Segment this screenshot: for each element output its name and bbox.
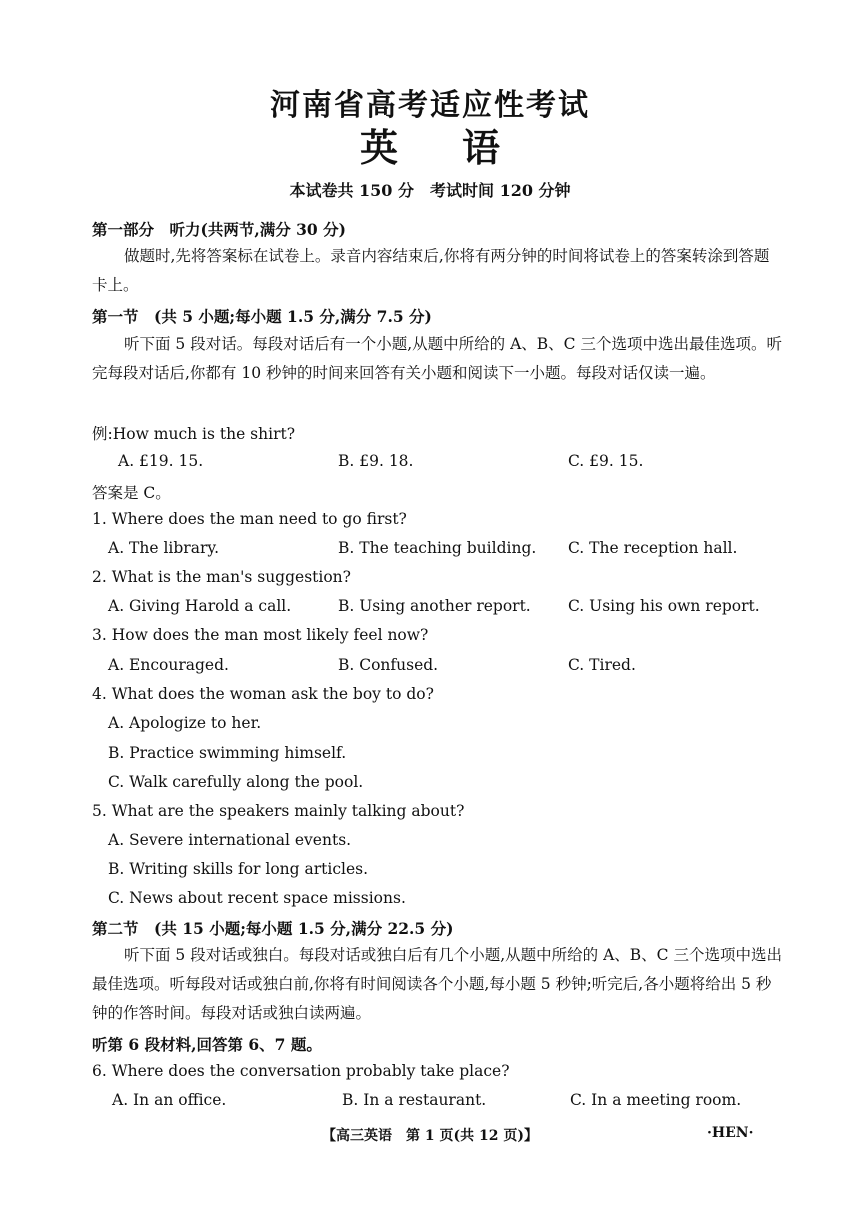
q6-option-a: A. In an office. xyxy=(112,1091,227,1109)
q2-option-a: A. Giving Harold a call. xyxy=(108,597,292,615)
q4-option-c: C. Walk carefully along the pool. xyxy=(108,773,364,791)
q6-option-b: B. In a restaurant. xyxy=(342,1091,487,1109)
exam-title: 河南省高考适应性考试 xyxy=(270,88,590,123)
q1-option-b: B. The teaching building. xyxy=(338,539,537,557)
q5-option-a: A. Severe international events. xyxy=(108,831,352,849)
question-6: 6. Where does the conversation probably take place? xyxy=(92,1062,510,1080)
q3-option-c: C. Tired. xyxy=(568,656,636,674)
q2-option-b: B. Using another report. xyxy=(338,597,531,615)
section1-heading: 第一节 (共 5 小题;每小题 1.5 分,满分 7.5 分) xyxy=(92,307,432,326)
q4-option-b: B. Practice swimming himself. xyxy=(108,744,347,762)
page-footer: 【高三英语 第 1 页(共 12 页)】 xyxy=(322,1128,538,1144)
example-option-b: B. £9. 18. xyxy=(338,452,414,470)
footer-code: ·HEN· xyxy=(707,1125,754,1141)
q6-option-c: C. In a meeting room. xyxy=(570,1091,742,1109)
q3-option-a: A. Encouraged. xyxy=(108,656,229,674)
question-1: 1. Where does the man need to go first? xyxy=(92,510,407,528)
example-question: 例:How much is the shirt? xyxy=(92,425,296,443)
q4-option-a: A. Apologize to her. xyxy=(108,714,262,732)
part1-instructions: 做题时,先将答案标在试卷上。录音内容结束后,你将有两分钟的时间将试卷上的答案转涂到答题卡上。 xyxy=(92,247,770,294)
q5-option-c: C. News about recent space missions. xyxy=(108,889,406,907)
q3-option-b: B. Confused. xyxy=(338,656,439,674)
q1-option-c: C. The reception hall. xyxy=(568,539,738,557)
section1-instructions: 听下面 5 段对话。每段对话后有一个小题,从题中所给的 A、B、C 三个选项中选出最佳选项。听完每段对话后,你都有 10 秒钟的时间来回答有关小题和阅读下一小题。每段对话仅读一遍。 xyxy=(92,335,782,382)
q5-option-b: B. Writing skills for long articles. xyxy=(108,860,369,878)
example-answer: 答案是 C。 xyxy=(92,484,171,502)
question-3: 3. How does the man most likely feel now? xyxy=(92,626,429,644)
question-2: 2. What is the man's suggestion? xyxy=(92,568,351,586)
exam-info: 本试卷共 150 分 考试时间 120 分钟 xyxy=(289,181,571,200)
subject-title: 英语 xyxy=(359,126,564,170)
material-6-instruction: 听第 6 段材料,回答第 6、7 题。 xyxy=(92,1035,322,1054)
q2-option-c: C. Using his own report. xyxy=(568,597,760,615)
part1-heading: 第一部分 听力(共两节,满分 30 分) xyxy=(92,220,346,239)
example-option-a: A. £19. 15. xyxy=(118,452,204,470)
section2-instructions: 听下面 5 段对话或独白。每段对话或独白后有几个小题,从题中所给的 A、B、C 三个选项中选出最佳选项。听每段对话或独白前,你将有时间阅读各个小题,每小题 5 秒钟;听完后,各小题将给出 5 秒钟的作答时间。每段对话或独白读两遍。 xyxy=(92,946,782,1022)
example-option-c: C. £9. 15. xyxy=(568,452,644,470)
question-5: 5. What are the speakers mainly talking about? xyxy=(92,802,465,820)
section2-heading: 第二节 (共 15 小题;每小题 1.5 分,满分 22.5 分) xyxy=(92,919,454,938)
q1-option-a: A. The library. xyxy=(108,539,219,557)
question-4: 4. What does the woman ask the boy to do? xyxy=(92,685,434,703)
